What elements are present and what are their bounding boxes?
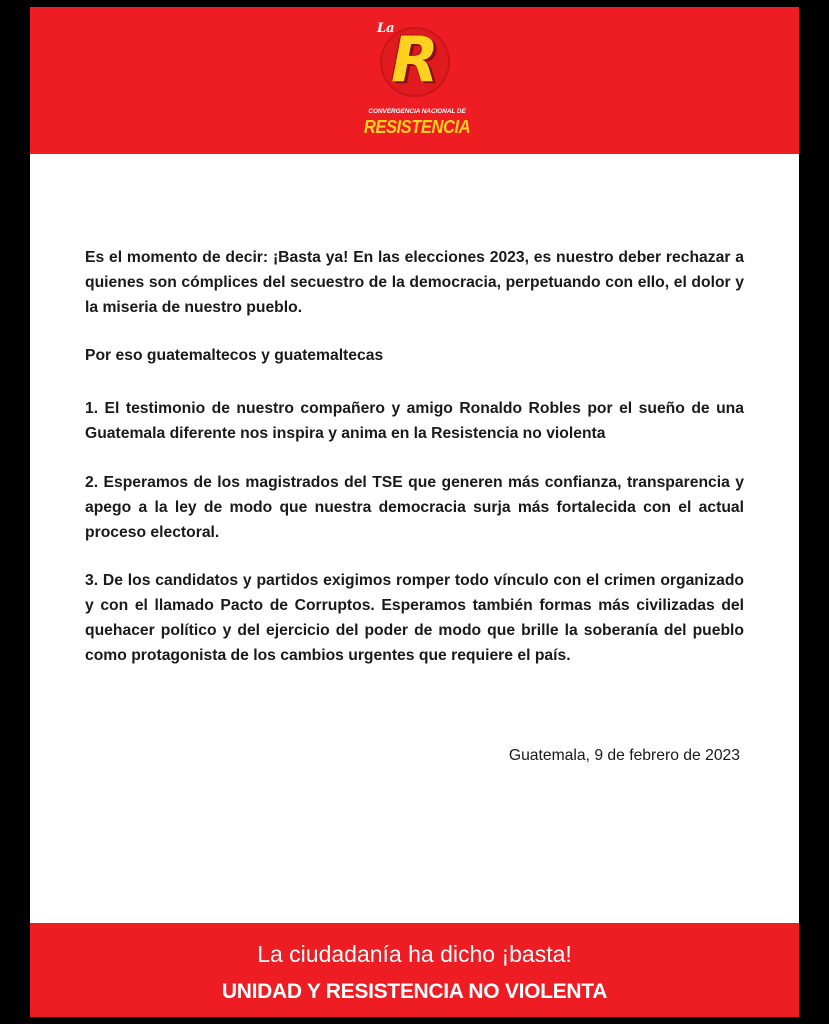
footer-slogan: La ciudadanía ha dicho ¡basta!	[257, 941, 572, 967]
paragraph-point-1: 1. El testimonio de nuestro compañero y amigo Ronaldo Robles por el sueño de una Guatemala diferente nos inspira y anima en la Resistencia no violenta	[85, 400, 744, 442]
logo-subtitle: CONVERGENCIA NACIONAL DE	[368, 108, 466, 115]
paragraph-intro: Es el momento de decir: ¡Basta ya! En las elecciones 2023, es nuestro deber rechazar a quienes son cómplices del secuestro de la democracia, perpetuando con ello, el dolor y la miseria de nuestro pueblo.	[85, 249, 744, 316]
paragraph-point-3: 3. De los candidatos y partidos exigimos romper todo vínculo con el crimen organizado y con el llamado Pacto de Corruptos. Esperamos también formas más civilizadas del quehacer político y del ejercicio del poder de modo que brille la soberanía del pueblo como protagonista de los cambios urgentes que requiere el país.	[85, 572, 744, 664]
logo-la-text: La	[377, 21, 395, 36]
paragraph-address: Por eso guatemaltecos y guatemaltecas	[85, 347, 384, 364]
footer-banner	[30, 923, 799, 1017]
date-signature: Guatemala, 9 de febrero de 2023	[508, 747, 740, 764]
footer-motto: UNIDAD Y RESISTENCIA NO VIOLENTA	[221, 980, 608, 1003]
paragraph-point-2: 2. Esperamos de los magistrados del TSE que generen más confianza, transparencia y apego a la ley de modo que nuestra democracia surja más fortalecida con el actual proceso electoral.	[85, 474, 744, 541]
header-banner	[30, 7, 799, 154]
logo-r-letter: R	[391, 23, 439, 96]
logo-title: RESISTENCIA	[363, 117, 471, 137]
document-page	[30, 7, 799, 1017]
resistencia-logo	[357, 21, 477, 143]
